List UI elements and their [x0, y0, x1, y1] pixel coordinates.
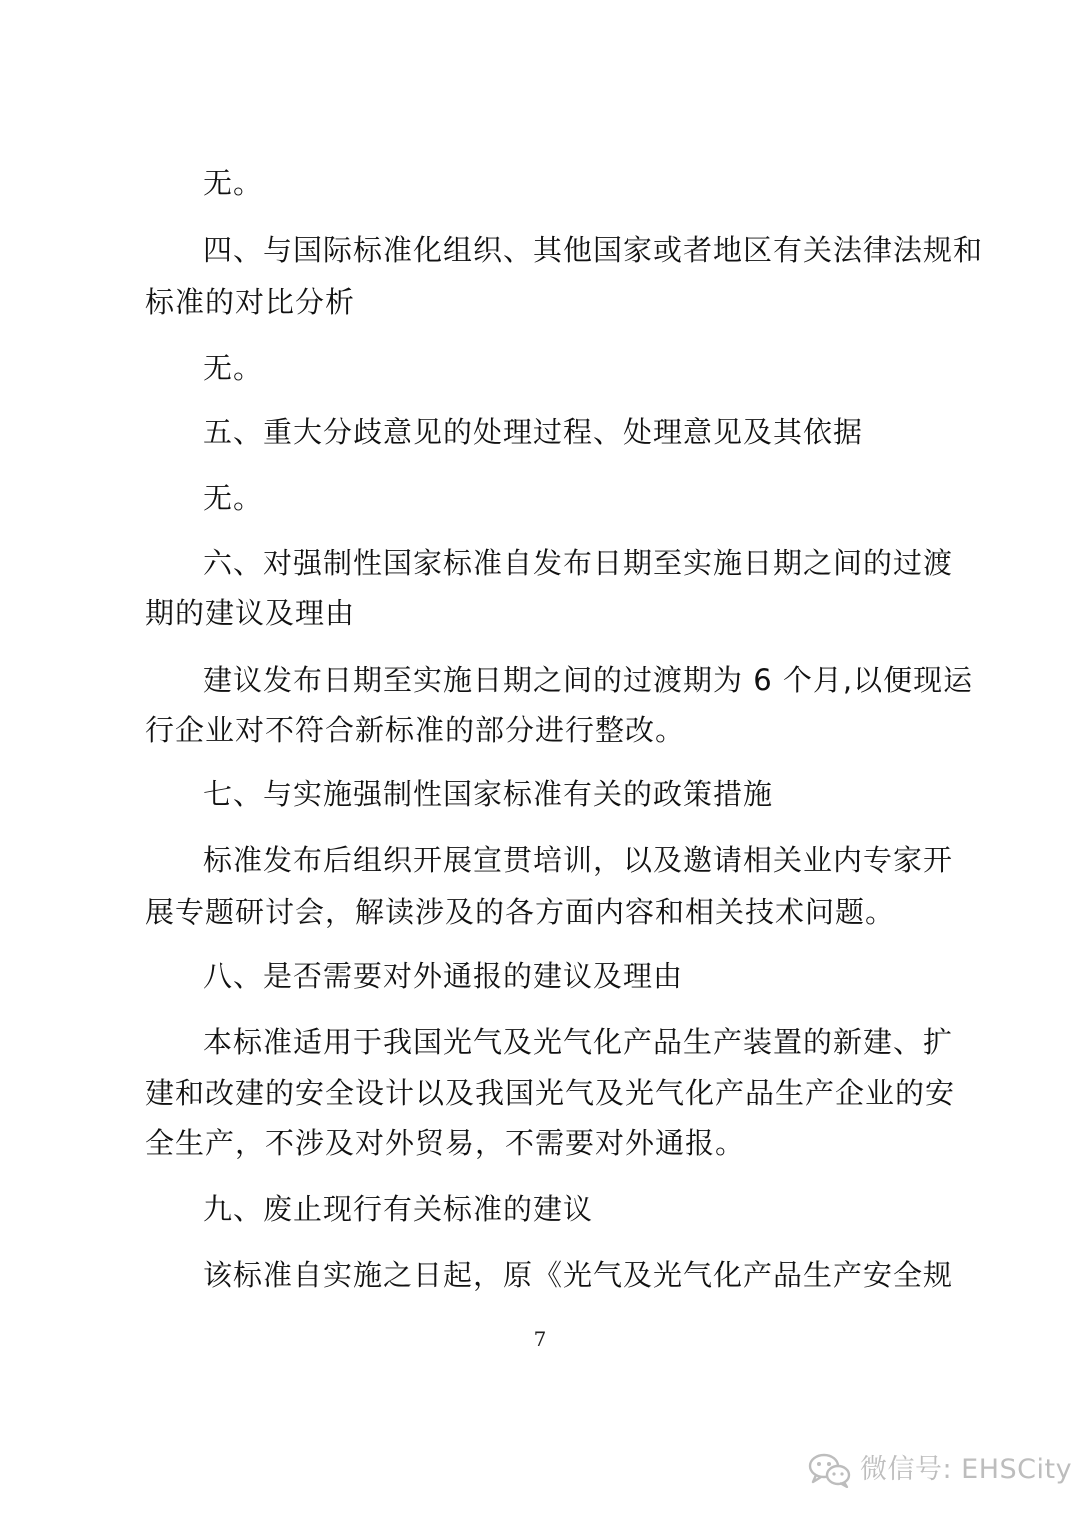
section-heading-9: 九、废止现行有关标准的建议: [203, 1192, 594, 1226]
wechat-icon: [808, 1452, 852, 1488]
watermark: [808, 1450, 1072, 1490]
body-text-line: 行企业对不符合新标准的部分进行整改。: [145, 713, 686, 747]
body-text-line: 无。: [203, 481, 264, 515]
section-heading-4-cont: 标准的对比分析: [145, 285, 356, 319]
section-heading-6-cont: 期的建议及理由: [145, 596, 356, 630]
section-heading-8: 八、是否需要对外通报的建议及理由: [203, 959, 684, 993]
body-text-line: 本标准适用于我国光气及光气化产品生产装置的新建、扩: [203, 1025, 954, 1059]
section-heading-4: 四、与国际标准化组织、其他国家或者地区有关法律法规和: [203, 233, 984, 267]
body-text-line: 标准发布后组织开展宣贯培训，以及邀请相关业内专家开: [203, 843, 954, 877]
section-heading-7: 七、与实施强制性国家标准有关的政策措施: [203, 777, 774, 811]
body-text-line: 无。: [203, 351, 264, 385]
body-text-line: 全生产，不涉及对外贸易，不需要对外通报。: [145, 1126, 746, 1160]
section-heading-5: 五、重大分歧意见的处理过程、处理意见及其依据: [203, 415, 864, 449]
body-text-line: 建议发布日期至实施日期之间的过渡期为 6 个月,以便现运: [203, 663, 974, 697]
body-text-line: 无。: [203, 166, 264, 200]
page-number: 7: [533, 1327, 547, 1351]
watermark-text: 微信号: EHSCity: [860, 1454, 1073, 1485]
section-heading-6: 六、对强制性国家标准自发布日期至实施日期之间的过渡: [203, 546, 954, 580]
body-text-line: 展专题研讨会，解读涉及的各方面内容和相关技术问题。: [145, 895, 896, 929]
body-text-line: 该标准自实施之日起，原《光气及光气化产品生产安全规: [203, 1258, 954, 1292]
body-text-line: 建和改建的安全设计以及我国光气及光气化产品生产企业的安: [145, 1076, 956, 1110]
